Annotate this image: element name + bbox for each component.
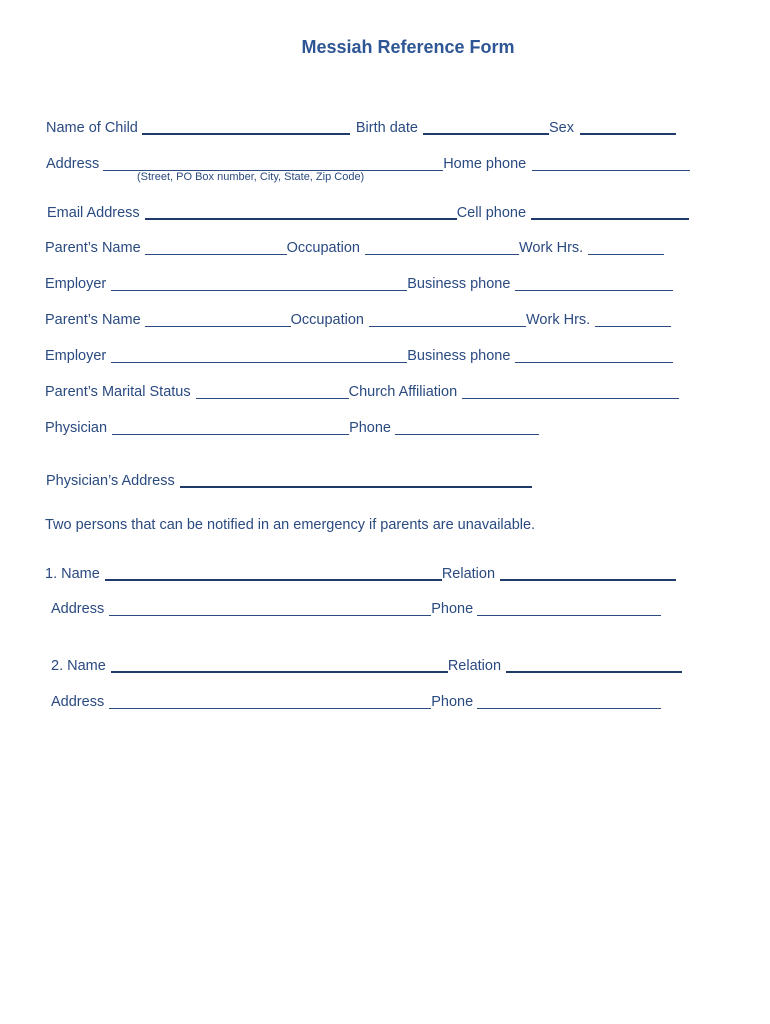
parent1-occupation-field[interactable]	[365, 240, 519, 255]
parent1-employer-label: Employer	[45, 276, 107, 292]
email-field[interactable]	[145, 204, 457, 220]
birth-date-field[interactable]	[423, 119, 549, 135]
cell-phone-field[interactable]	[531, 204, 689, 220]
parent2-employer-label: Employer	[45, 348, 107, 364]
address-row	[46, 153, 690, 173]
contact2-relation-field[interactable]	[506, 657, 682, 673]
address-hint: (Street, PO Box number, City, State, Zip Code)	[137, 171, 365, 183]
contact2-address-row	[51, 691, 661, 711]
child-row	[46, 117, 676, 137]
parent2-business-phone-field[interactable]	[515, 348, 673, 363]
physician-address-label: Physician’s Address	[46, 473, 175, 489]
parent2-row	[45, 309, 671, 329]
parent1-occupation-label: Occupation	[286, 240, 360, 256]
emergency-intro: Two persons that can be notified in an emergency if parents are unavailable.	[45, 517, 536, 533]
parent2-employer-field[interactable]	[111, 348, 407, 363]
child-name-field[interactable]	[142, 119, 350, 135]
physician-phone-label: Phone	[349, 420, 391, 436]
child-name-label: Name of Child	[46, 120, 138, 136]
contact1-name-field[interactable]	[105, 565, 442, 581]
email-row	[47, 202, 689, 222]
physician-field[interactable]	[112, 420, 349, 435]
parent2-work-hrs-label: Work Hrs.	[526, 312, 591, 328]
page-title: Messiah Reference Form	[301, 37, 515, 57]
physician-label: Physician	[45, 420, 108, 436]
sex-label: Sex	[548, 120, 574, 136]
birth-date-label: Birth date	[355, 120, 418, 136]
contact2-relation-label: Relation	[447, 658, 502, 674]
marital-status-label: Parent’s Marital Status	[45, 384, 191, 400]
parent1-business-phone-label: Business phone	[407, 276, 511, 292]
home-phone-label: Home phone	[443, 156, 527, 172]
parent1-name-field[interactable]	[145, 240, 287, 255]
marital-status-field[interactable]	[196, 384, 349, 399]
parent2-name-label: Parent’s Name	[45, 312, 141, 328]
parent2-employer-row	[45, 345, 673, 365]
parent2-work-hrs-field[interactable]	[595, 312, 671, 327]
contact2-name-label: 2. Name	[51, 658, 106, 674]
parent1-work-hrs-label: Work Hrs.	[519, 240, 584, 256]
contact1-row	[45, 563, 676, 583]
contact2-address-label: Address	[51, 694, 105, 710]
email-label: Email Address	[47, 205, 140, 221]
address-field[interactable]	[103, 156, 443, 171]
parent1-row	[45, 237, 664, 257]
church-affiliation-field[interactable]	[462, 384, 679, 399]
cell-phone-label: Cell phone	[456, 205, 527, 221]
parent2-business-phone-label: Business phone	[407, 348, 511, 364]
contact1-phone-label: Phone	[431, 601, 474, 617]
parent1-name-label: Parent’s Name	[45, 240, 141, 256]
marital-row	[45, 381, 679, 401]
home-phone-field[interactable]	[532, 156, 690, 171]
physician-row	[45, 417, 539, 437]
contact1-address-row	[51, 598, 661, 618]
church-affiliation-label: Church Affiliation	[348, 384, 458, 400]
physician-address-field[interactable]	[180, 472, 532, 488]
contact2-name-field[interactable]	[111, 657, 448, 673]
contact1-relation-label: Relation	[441, 566, 496, 582]
address-label: Address	[46, 156, 100, 172]
parent2-name-field[interactable]	[145, 312, 291, 327]
contact2-phone-field[interactable]	[477, 694, 661, 709]
contact1-name-label: 1. Name	[45, 566, 100, 582]
contact1-phone-field[interactable]	[477, 601, 661, 616]
parent1-business-phone-field[interactable]	[515, 276, 673, 291]
physician-address-row	[46, 470, 532, 490]
contact1-address-label: Address	[51, 601, 105, 617]
parent2-occupation-label: Occupation	[290, 312, 364, 328]
physician-phone-field[interactable]	[395, 420, 539, 435]
contact1-address-field[interactable]	[109, 601, 431, 616]
contact2-phone-label: Phone	[431, 694, 474, 710]
contact2-address-field[interactable]	[109, 694, 431, 709]
parent1-employer-row	[45, 273, 673, 293]
parent2-occupation-field[interactable]	[369, 312, 526, 327]
contact2-row	[51, 655, 682, 675]
parent1-employer-field[interactable]	[111, 276, 407, 291]
contact1-relation-field[interactable]	[500, 565, 676, 581]
parent1-work-hrs-field[interactable]	[588, 240, 664, 255]
sex-field[interactable]	[580, 119, 676, 135]
